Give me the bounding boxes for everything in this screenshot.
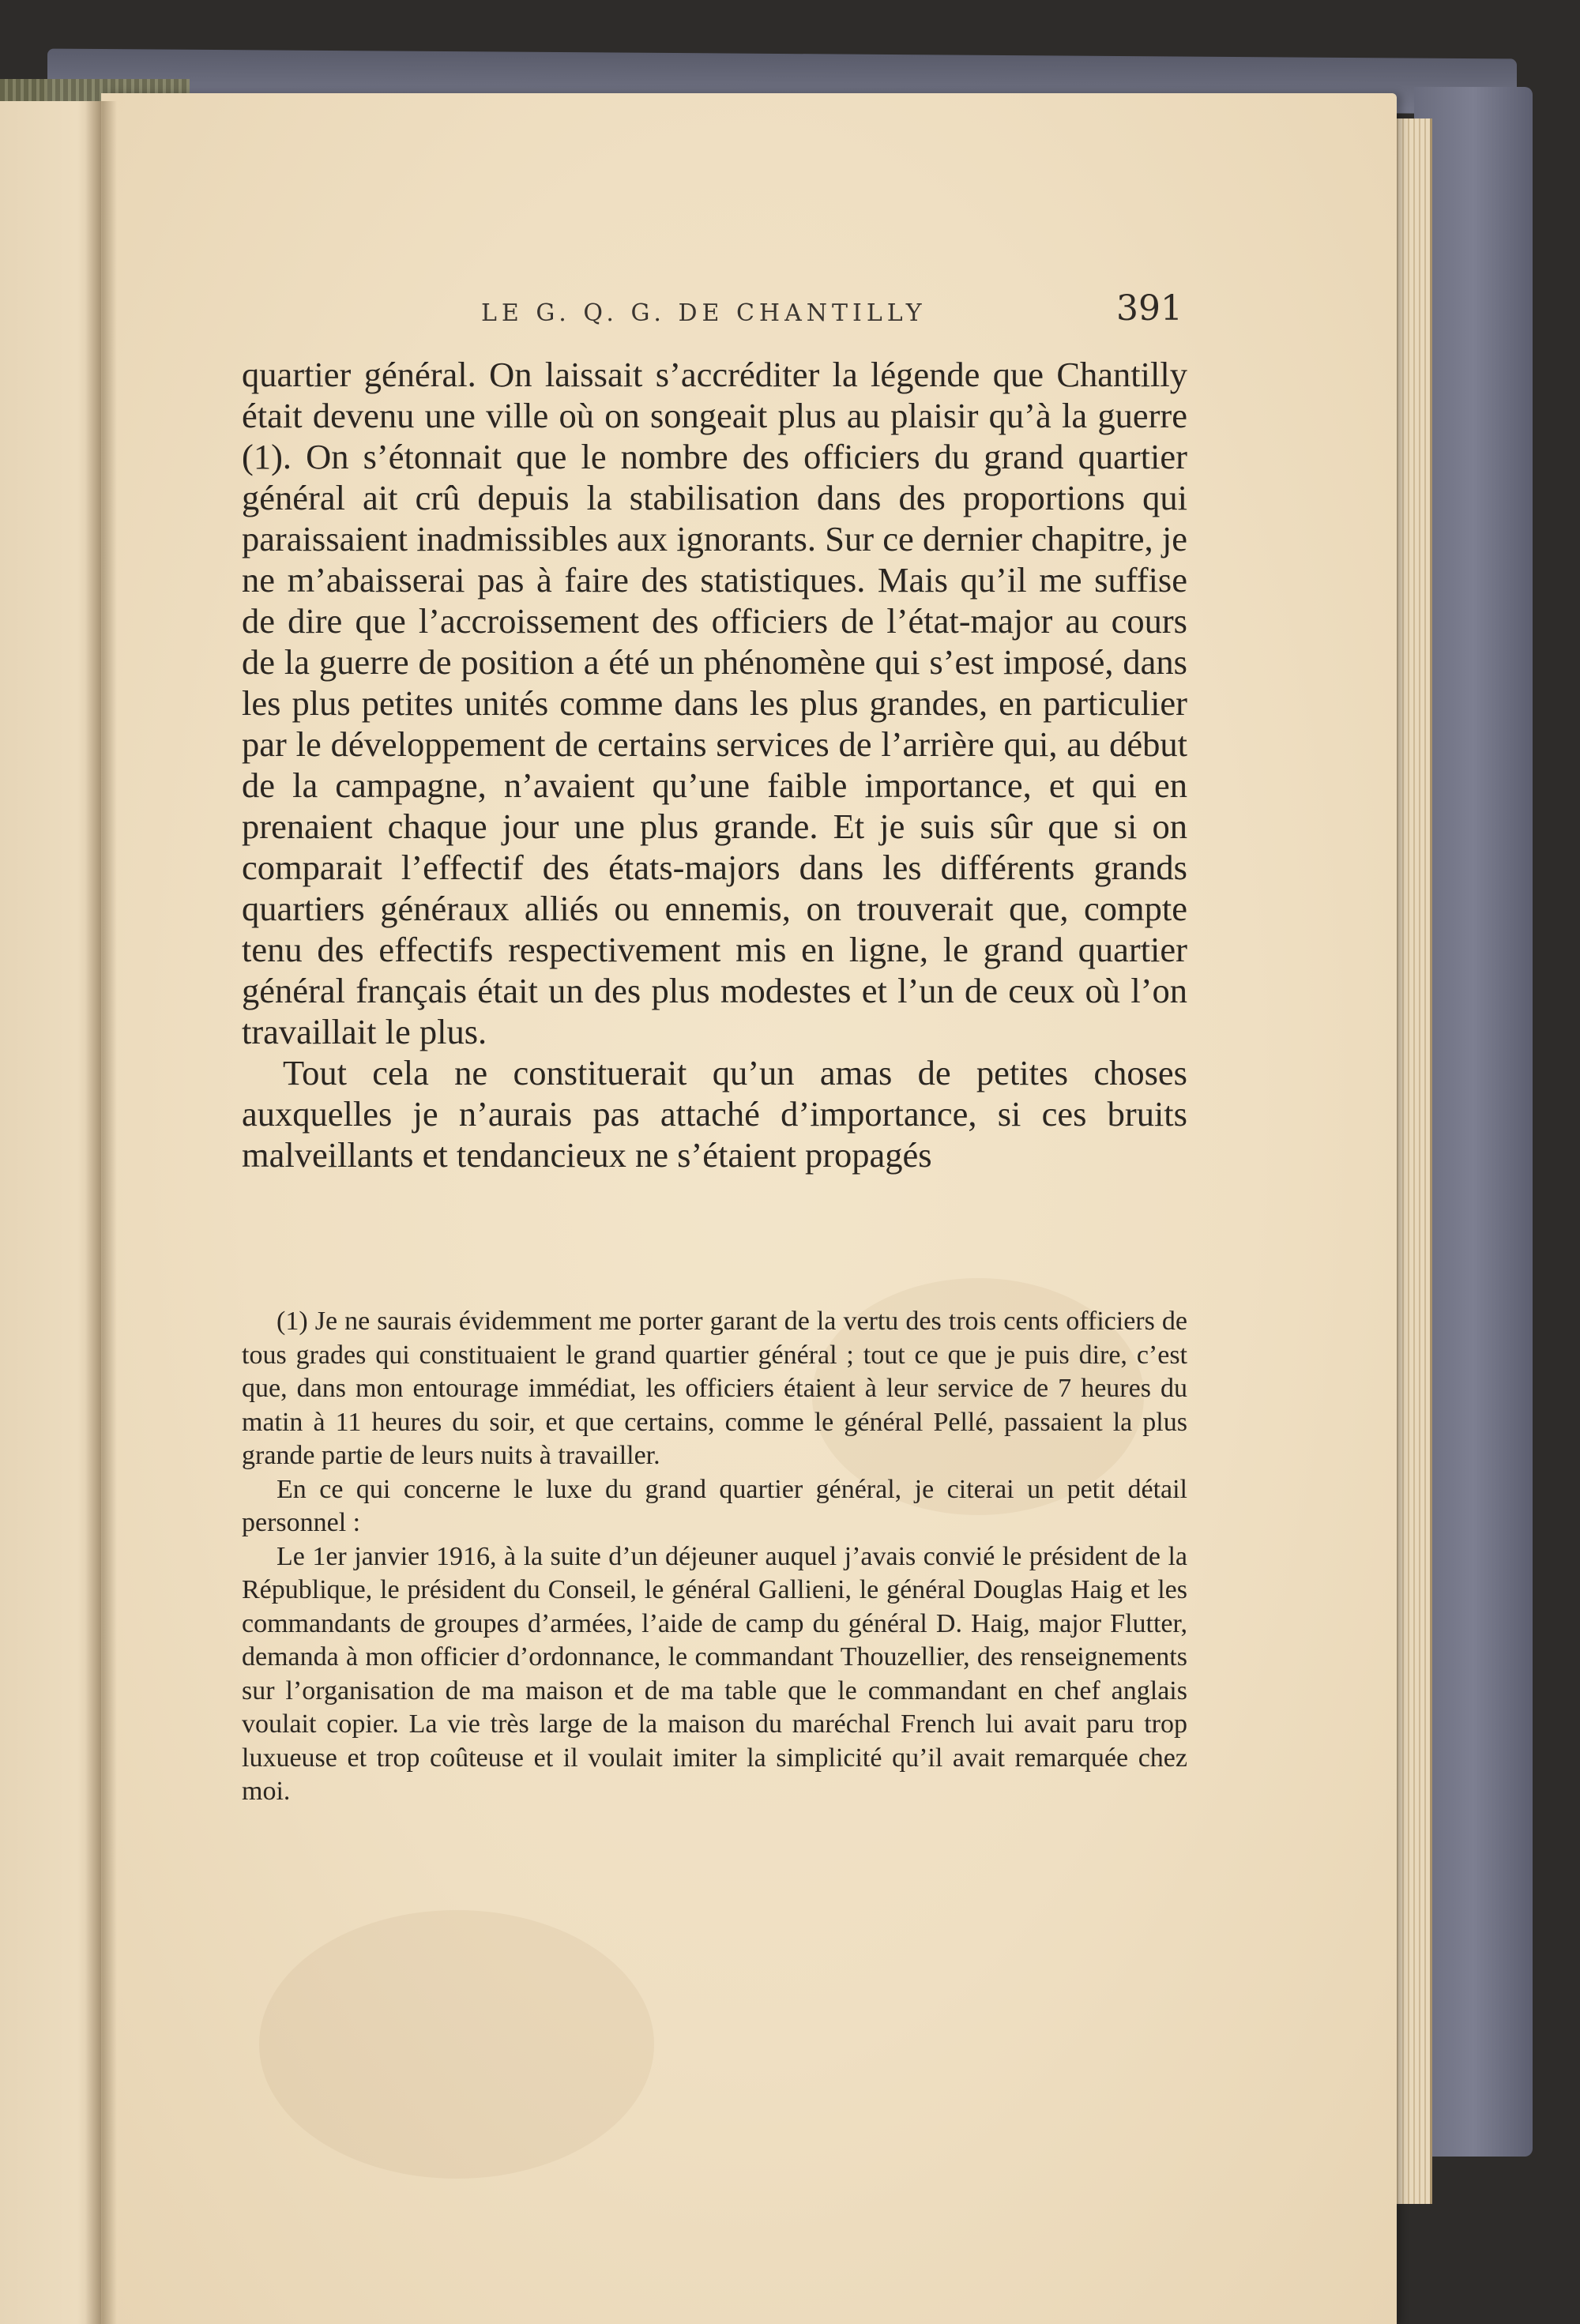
- footnote: (1) Je ne saurais évidemment me porter garant de la vertu des trois cents officiers de tous grades qui constituaient le grand quartier général ; tout ce que je puis dire, c’est que, dans mon entourage immédiat, les officiers étaient à leur service de 7 heures du matin à 11 heures du soir, et que certains, comme le général Pellé, passaient la plus grande partie de leurs nuits à travailler.: [242, 1307, 1187, 1470]
- page-number: 391: [1116, 288, 1183, 329]
- paper-stain: [259, 1910, 654, 2179]
- running-head: LE G. Q. G. DE CHANTILLY: [481, 299, 927, 327]
- footnote: Le 1er janvier 1916, à la suite d’un déjeuner auquel j’avais convié le président de la République, le président du Conseil, le général Gallieni, le général Douglas Haig et les commandants de groupes d’armées, l’aide de camp du général D. Haig, major Flutter, demanda à mon officier d’ordonnance, le commandant Thouzellier, des renseignements sur l’organisation de ma maison et de ma table que le commandant en chef anglais voulait copier. La vie très large de la maison du maréchal French lui avait paru trop luxueuse et trop coûteuse et il voulait imiter la simplicité qu’il avait remarquée chez moi.: [242, 1541, 1187, 1806]
- paragraph: Tout cela ne constituerait qu’un amas de petites choses auxquelles je n’aurais pas attaché d’importance, si ces bruits malveillants et tendancieux ne s’étaient propagés: [242, 1053, 1187, 1175]
- footnote: En ce qui concerne le luxe du grand quartier général, je citerai un petit détail personnel :: [242, 1474, 1187, 1537]
- book-gutter: [85, 101, 117, 2324]
- main-text: [242, 354, 1187, 1175]
- footnotes: [242, 1305, 1187, 1809]
- paragraph: quartier général. On laissait s’accréditer la légende que Chantilly était devenu une ville où on songeait plus au plaisir qu’à la guerre (1). On s’étonnait que le nombre des officiers du grand quartier général ait crû depuis la stabilisation dans des proportions qui paraissaient inadmissibles aux ignorants. Sur ce dernier chapitre, je ne m’abaisserai pas à faire des statistiques. Mais qu’il me suffise de dire que l’accroissement des officiers de l’état-major au cours de la guerre de position a été un phénomène qui s’est imposé, dans les plus petites unités comme dans les plus grandes, en particulier par le développement de certains services de l’arrière qui, au début de la campagne, n’avaient qu’une faible importance, et qui en prenaient chaque jour une plus grande. Et je suis sûr que si on comparait l’effectif des états-majors dans les différents grands quartiers généraux alliés ou ennemis, on trouverait que, compte tenu des effectifs respectivement mis en ligne, le grand quartier général français était un des plus modestes et l’un de ceux où l’on travaillait le plus.: [242, 355, 1187, 1051]
- page-header: [378, 285, 1183, 333]
